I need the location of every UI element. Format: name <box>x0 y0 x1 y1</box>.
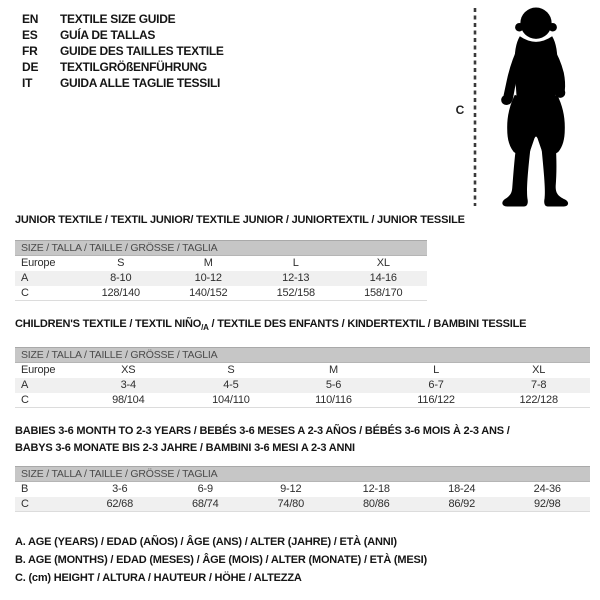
language-row-it <box>22 75 224 91</box>
table-cell: 8-10 <box>77 271 165 286</box>
junior-size-table <box>15 240 427 301</box>
legend-line-b: B. AGE (MONTHS) / EDAD (MESES) / ÂGE (MOIS) / ALTER (MONATE) / ETÀ (MESI) <box>15 554 427 566</box>
table-row-height <box>15 497 590 512</box>
table-row-age <box>15 378 590 393</box>
babies-size-table <box>15 466 590 512</box>
table-cell: 7-8 <box>487 378 590 393</box>
size-header-row <box>15 241 427 256</box>
table-cell: 24-36 <box>533 483 561 496</box>
table-row-height <box>15 393 590 408</box>
table-cell: 158/170 <box>340 286 428 301</box>
table-cell: 12-13 <box>252 271 340 286</box>
table-row-age <box>15 271 427 286</box>
height-dashed-line-icon <box>472 8 478 206</box>
children-size-table <box>15 347 590 408</box>
language-code: FR <box>22 44 38 58</box>
language-code: EN <box>22 12 39 26</box>
table-cell: 3-4 <box>77 378 180 393</box>
table-cell: 152/158 <box>252 286 340 301</box>
babies-title-line2: BABYS 3-6 MONATE BIS 2-3 JAHRE / BAMBINI 3-6 MESI A 2-3 ANNI <box>15 442 355 454</box>
children-table-title <box>15 316 526 336</box>
babies-table-title <box>15 423 510 457</box>
table-cell: 104/110 <box>180 393 283 408</box>
language-label: GUÍA DE TALLAS <box>60 28 156 42</box>
table-cell: 5-6 <box>282 378 385 393</box>
language-row-es <box>22 27 224 43</box>
height-figure <box>440 0 600 215</box>
size-header-row <box>15 467 590 482</box>
table-cell: S <box>227 364 235 377</box>
language-label: GUIDE DES TAILLES TEXTILE <box>60 44 224 58</box>
height-measure-label: C <box>455 103 465 117</box>
language-list <box>22 11 224 91</box>
baby-silhouette-icon <box>484 6 588 208</box>
table-cell: 80/86 <box>334 497 420 512</box>
legend-line-a: A. AGE (YEARS) / EDAD (AÑOS) / ÂGE (ANS) / ALTER (JAHRE) / ETÀ (ANNI) <box>15 536 397 548</box>
row-label: C <box>15 497 77 512</box>
table-cell: 110/116 <box>282 393 385 408</box>
table-cell: 10-12 <box>165 271 253 286</box>
table-cell: 18-24 <box>448 483 476 496</box>
table-cell: S <box>117 257 125 270</box>
table-cell: 6-7 <box>385 378 488 393</box>
row-label: C <box>15 286 77 301</box>
table-cell: XL <box>532 364 546 377</box>
table-cell: 140/152 <box>165 286 253 301</box>
table-cell: L <box>433 364 440 377</box>
row-label: A <box>15 378 77 393</box>
row-label: C <box>15 393 77 408</box>
children-title-suffix: / TEXTILE DES ENFANTS / KINDERTEXTIL / BAMBINI TESSILE <box>208 318 527 330</box>
table-cell: 6-9 <box>197 483 213 496</box>
size-header-row <box>15 348 590 363</box>
language-label: GUIDA ALLE TAGLIE TESSILI <box>60 76 221 90</box>
language-code: ES <box>22 28 38 42</box>
table-cell: 86/92 <box>419 497 505 512</box>
row-label: B <box>21 483 29 496</box>
children-title-subscript: /A <box>201 323 209 333</box>
row-label: A <box>15 271 77 286</box>
language-row-de <box>22 59 224 75</box>
table-cell: 14-16 <box>340 271 428 286</box>
table-row-europe <box>15 363 590 378</box>
size-header-bar: SIZE / TALLA / TAILLE / GRÖSSE / TAGLIA <box>15 348 590 363</box>
table-cell: M <box>329 364 338 377</box>
language-row-en <box>22 11 224 27</box>
table-cell: XL <box>376 257 390 270</box>
table-cell: 12-18 <box>362 483 390 496</box>
table-cell: 128/140 <box>77 286 165 301</box>
legend-line-c: C. (cm) HEIGHT / ALTURA / HAUTEUR / HÖHE / ALTEZZA <box>15 572 302 584</box>
table-cell: 4-5 <box>180 378 283 393</box>
language-label: TEXTILGRÖßENFÜHRUNG <box>60 60 207 74</box>
table-cell: M <box>203 257 213 270</box>
measure-legend <box>15 533 427 587</box>
table-row-height <box>15 286 427 301</box>
table-row-europe <box>15 256 427 271</box>
row-label: Europe <box>21 364 56 377</box>
table-cell: 98/104 <box>77 393 180 408</box>
language-code: DE <box>22 60 39 74</box>
language-code: IT <box>22 76 33 90</box>
table-cell: 116/122 <box>385 393 488 408</box>
size-header-bar: SIZE / TALLA / TAILLE / GRÖSSE / TAGLIA <box>15 241 427 256</box>
babies-title-line1: BABIES 3-6 MONTH TO 2-3 YEARS / BEBÉS 3-6 MESES A 2-3 AÑOS / BÉBÉS 3-6 MOIS À 2-3 ANS / <box>15 425 510 437</box>
table-cell: 62/68 <box>77 497 163 512</box>
table-row-age-months <box>15 482 590 497</box>
junior-table-title: JUNIOR TEXTILE / TEXTIL JUNIOR/ TEXTILE JUNIOR / JUNIORTEXTIL / JUNIOR TESSILE <box>15 214 465 226</box>
row-label: Europe <box>21 257 56 270</box>
size-header-bar: SIZE / TALLA / TAILLE / GRÖSSE / TAGLIA <box>15 467 590 482</box>
table-cell: 9-12 <box>280 483 302 496</box>
table-cell: 92/98 <box>505 497 591 512</box>
table-cell: 3-6 <box>112 483 128 496</box>
children-title-prefix: CHILDREN'S TEXTILE / TEXTIL NIÑO <box>15 318 202 330</box>
language-label: TEXTILE SIZE GUIDE <box>60 12 176 26</box>
table-cell: XS <box>121 364 136 377</box>
table-cell: L <box>292 257 299 270</box>
language-row-fr <box>22 43 224 59</box>
table-cell: 68/74 <box>163 497 249 512</box>
table-cell: 74/80 <box>248 497 334 512</box>
table-cell: 122/128 <box>487 393 590 408</box>
